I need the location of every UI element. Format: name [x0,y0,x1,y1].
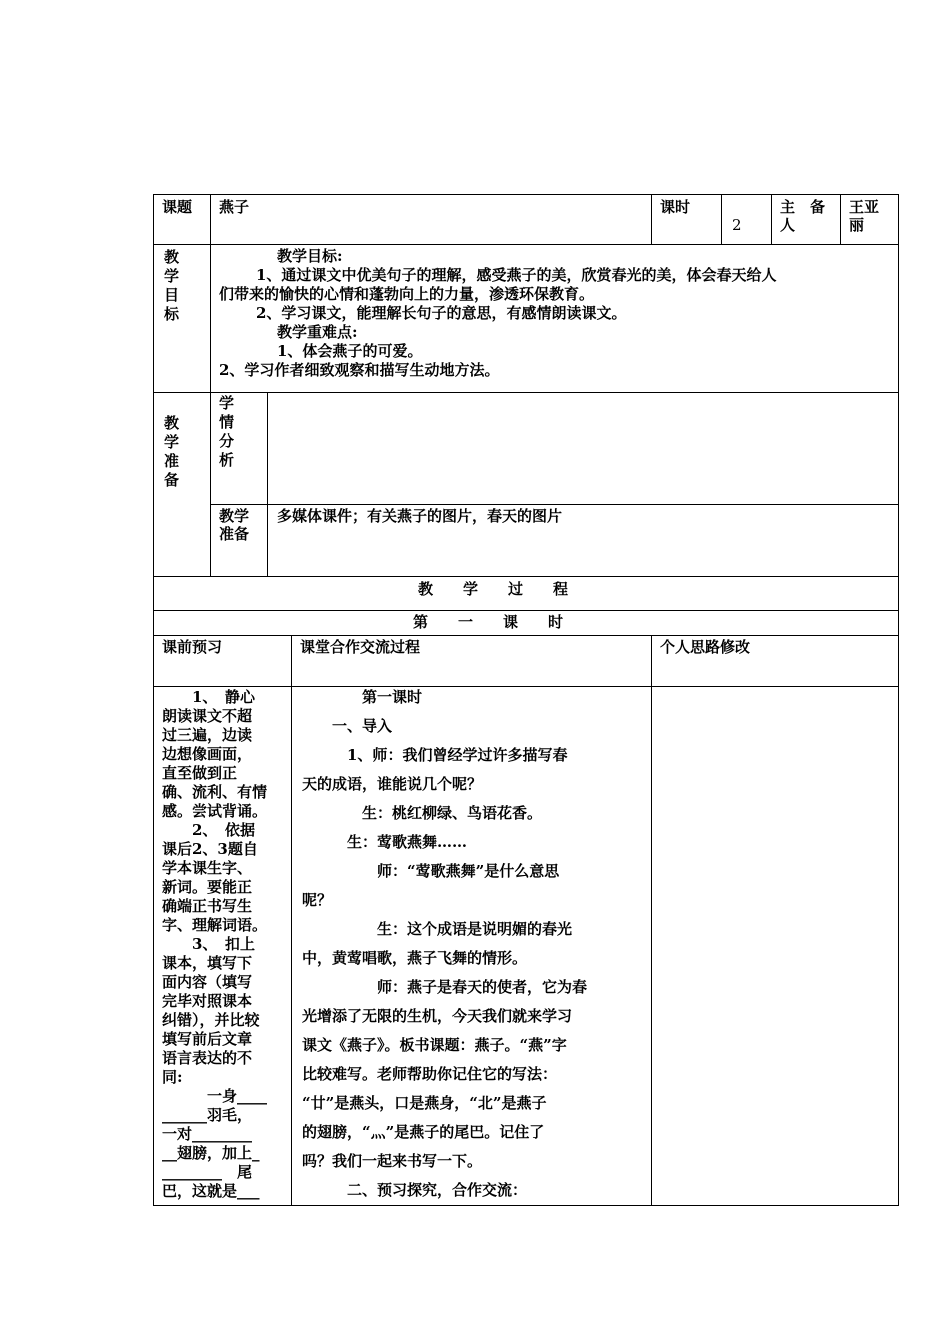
preparer-name-line2: 丽 [849,216,865,234]
goals-line-5: 教学重难点: [277,323,358,341]
prep-label: 教学准备 [164,414,180,489]
period-value-cell [721,194,772,245]
process-title: 教 学 过 程 [418,580,569,598]
preparer-label-line2: 人 [780,216,796,234]
col-preview-header: 课前预习 [162,638,223,656]
preview-line: 3、 扣上 [162,935,255,953]
coop-line: 光增添了无限的生机，今天我们就来学习 [302,1007,573,1025]
preview-line: 朗读课文不超 [162,707,253,725]
preview-line: 完毕对照课本 [162,992,253,1010]
preparer-name-line1: 王亚 [849,198,880,216]
preview-line: 边想像画面， [162,745,253,763]
goals-label-cell [153,244,211,393]
period-title: 第 一 课 时 [413,613,564,631]
analysis-value-cell [267,392,899,505]
col-coop-header: 课堂合作交流过程 [300,638,421,656]
preview-line: 填写前后文章 [162,1030,253,1048]
preview-line: 确端正书写生 [162,897,253,915]
materials-label-line1: 教学 [219,507,250,525]
coop-line: 比较难写。老师帮助你记住它的写法： [302,1065,558,1083]
coop-line: 中，黄莺唱歌，燕子飞舞的情形。 [302,949,528,967]
materials-value: 多媒体课件；有关燕子的图片，春天的图片 [277,507,563,525]
goals-line-6: 1、体会燕子的可爱。 [277,342,423,360]
preview-line: 课后2、3题自 [162,840,258,858]
preview-line: 1、 静心 [162,688,255,706]
coop-line: 呢？ [302,891,333,909]
coop-line: 师：燕子是春天的使者，它为春 [302,978,588,996]
coop-line: 1、师：我们曾经学过许多描写春 [302,746,568,764]
preview-line: 2、 依据 [162,821,255,839]
coop-line: “廿”是燕头，口是燕身，“北”是燕子 [302,1094,547,1112]
coop-line: 二、预习探究，合作交流： [302,1181,528,1199]
col-personal-header: 个人思路修改 [660,638,751,656]
coop-line: 第一课时 [302,688,423,706]
preview-line: __翅膀，加上_ [162,1144,260,1162]
preview-line: 直至做到正 [162,764,238,782]
coop-line: 生：这个成语是说明媚的春光 [302,920,573,938]
preview-line: 巴，这就是___ [162,1182,260,1200]
coop-line: 生：桃红柳绿、鸟语花香。 [302,804,543,822]
topic-value-cell [210,194,652,245]
preview-line: 感。尝试背诵。 [162,802,268,820]
preview-line: 语言表达的不 [162,1049,253,1067]
preview-line: 新词。要能正 [162,878,253,896]
coop-line: 一、导入 [302,717,393,735]
materials-label-line2: 准备 [219,525,250,543]
goals-line-3: 们带来的愉快的心情和蓬勃向上的力量，渗透环保教育。 [219,285,595,303]
topic-value: 燕子 [219,198,250,216]
prep-label-cell [153,392,211,577]
coop-line: 课文《燕子》。板书课题：燕子。“燕”字 [302,1036,567,1054]
preview-line: 一对________ [162,1125,253,1143]
preview-line: 过三遍，边读 [162,726,253,744]
preview-line: 学本课生字、 [162,859,253,877]
topic-label: 课题 [162,198,193,216]
period-label: 课时 [660,198,691,216]
preparer-label-line1: 主 备 [780,198,826,216]
coop-line: 天的成语，谁能说几个呢？ [302,775,483,793]
goals-line-1: 教学目标: [277,247,343,265]
preview-line: 确、流利、有情 [162,783,268,801]
goals-label: 教学目标 [164,248,180,323]
preview-line: 同: [162,1068,183,1086]
preview-line: 字、理解词语。 [162,916,268,934]
analysis-label: 学情分析 [219,394,235,469]
personal-content-cell [651,686,899,1206]
coop-line: 生：莺歌燕舞…… [302,833,468,851]
preview-line: 一身____ [162,1087,268,1105]
preview-line: ______羽毛， [162,1106,253,1124]
preview-line: 课本，填写下 [162,954,253,972]
preview-line: ________ 尾 [162,1163,253,1181]
period-value: 2 [732,216,742,234]
goals-line-4: 2、学习课文，能理解长句子的意思，有感情朗读课文。 [256,304,627,322]
coop-line: 吗？我们一起来书写一下。 [302,1152,483,1170]
coop-line: 的翅膀，“灬”是燕子的尾巴。记住了 [302,1123,545,1141]
goals-line-7: 2、学习作者细致观察和描写生动地方法。 [219,361,500,379]
preview-line: 纠错），并比较 [162,1011,260,1029]
goals-line-2: 1、通过课文中优美句子的理解，感受燕子的美，欣赏春光的美，体会春天给人 [256,266,777,284]
coop-line: 师：“莺歌燕舞”是什么意思 [302,862,560,880]
preview-line: 面内容（填写 [162,973,253,991]
